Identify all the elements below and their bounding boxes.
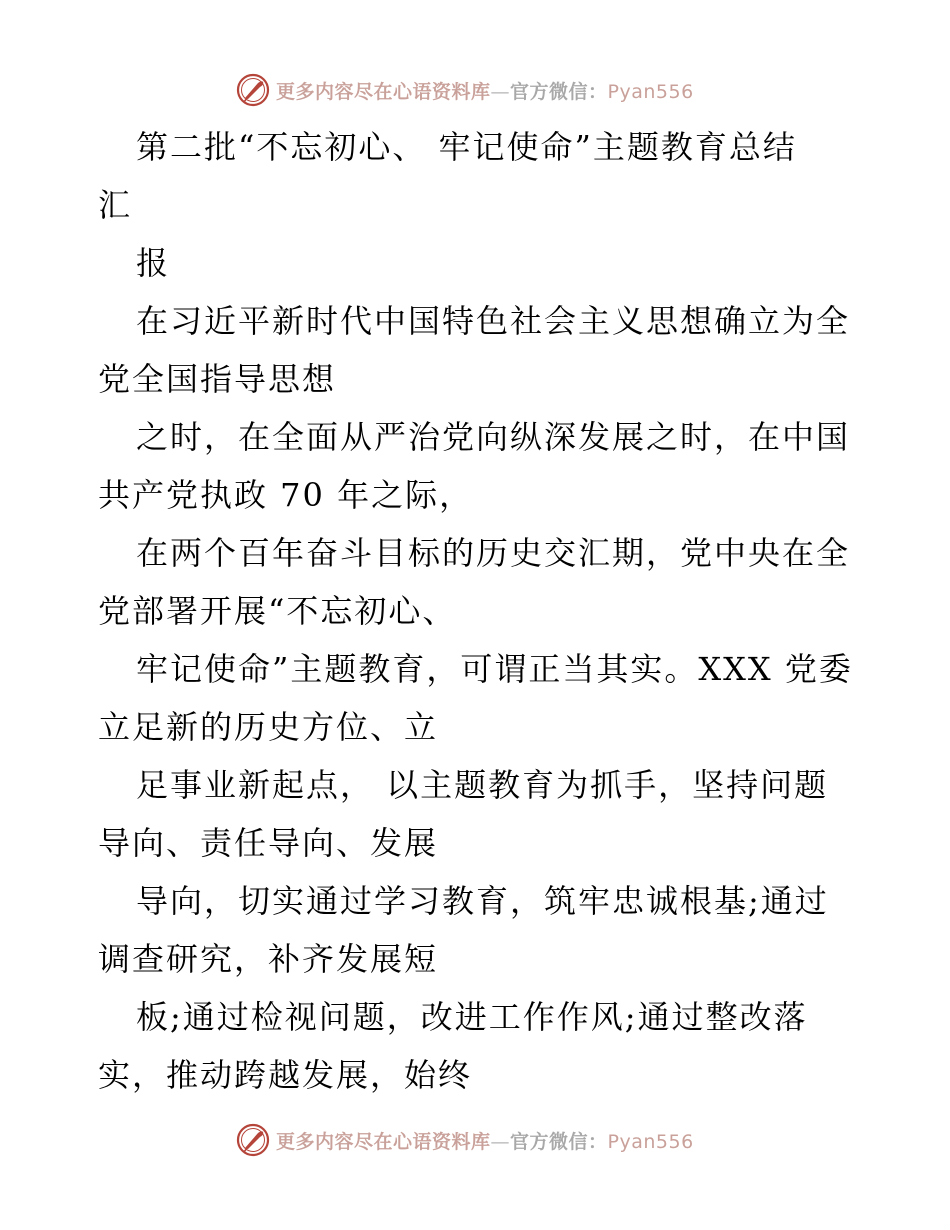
text-line: 在两个百年奋斗目标的历史交汇期，党中央在全 — [136, 534, 851, 572]
document-body — [98, 118, 858, 1104]
text-line: 党部署开展“不忘初心、 — [98, 592, 457, 630]
header-watermark — [236, 70, 694, 110]
quill-logo-icon — [236, 1123, 270, 1157]
text-line: 足事业新起点， 以主题教育为抓手，坚持问题 — [136, 766, 829, 804]
text-line: 之时，在全面从严治党向纵深发展之时，在中国 — [136, 418, 851, 456]
text-line: 实，推动跨越发展，始终 — [98, 1056, 473, 1094]
watermark-text — [276, 1127, 694, 1154]
text-line: 报 — [136, 244, 171, 282]
text-line: 在习近平新时代中国特色社会主义思想确立为全 — [136, 302, 851, 340]
text-line: 共产党执政 70 年之际， — [98, 476, 474, 514]
text-line: 调查研究，补齐发展短 — [98, 940, 439, 978]
watermark-id: Pyan556 — [607, 80, 694, 103]
watermark-id: Pyan556 — [607, 1130, 694, 1153]
watermark-brand: 更多内容尽在心语资料库 — [276, 1130, 491, 1153]
text-line: 汇 — [98, 186, 133, 224]
text-line: 第二批“不忘初心、 牢记使命”主题教育总结 — [136, 128, 797, 166]
watermark-dash: — — [490, 1130, 511, 1153]
text-line: 党全国指导思想 — [98, 360, 337, 398]
watermark-label: 官方微信： — [510, 1130, 608, 1153]
watermark-text — [276, 77, 694, 104]
text-line: 板;通过检视问题，改进工作作风;通过整改落 — [136, 998, 808, 1036]
text-line: 导向、责任导向、发展 — [98, 824, 439, 862]
text-line: 立足新的历史方位、立 — [98, 708, 439, 746]
text-line: 牢记使命”主题教育，可谓正当其实。XXX 党委 — [136, 650, 853, 688]
watermark-label: 官方微信： — [510, 80, 608, 103]
watermark-dash: — — [490, 80, 511, 103]
text-line: 导向，切实通过学习教育，筑牢忠诚根基;通过 — [136, 882, 829, 920]
watermark-brand: 更多内容尽在心语资料库 — [276, 80, 491, 103]
quill-logo-icon — [236, 73, 270, 107]
footer-watermark — [236, 1120, 694, 1160]
